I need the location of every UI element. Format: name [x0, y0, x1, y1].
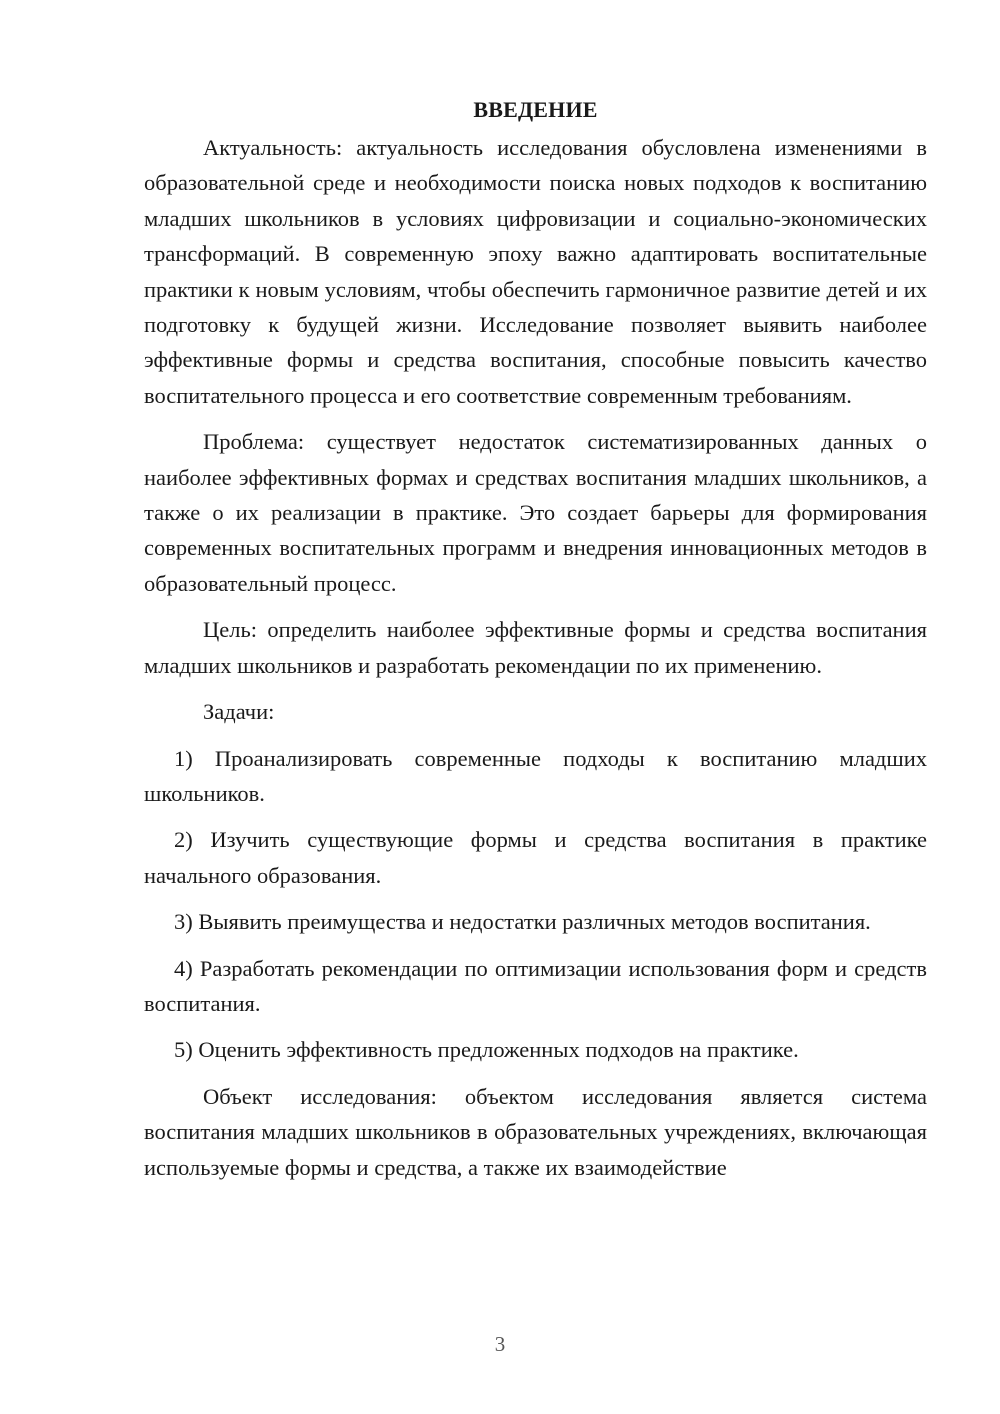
paragraph-problem: Проблема: существует недостаток систематизированных данных о наиболее эффективных формах и средствах воспитания младших школьников, а также о их реализации в практике. Это создает барьеры для формирования современных воспитательных программ и внедрения инновационных методов в образовательный процесс. [144, 429, 927, 596]
task-item: 2) Изучить существующие формы и средства воспитания в практике начального образования. [144, 827, 927, 888]
paragraph-tasks-heading: Задачи: [203, 699, 275, 725]
page-number: 3 [494, 1332, 506, 1356]
paragraph-object: Объект исследования: объектом исследования является система воспитания младших школьников в образовательных учреждениях, включающая используемые формы и средства, а также их взаимодействие [144, 1083, 927, 1180]
paragraph-relevance: Актуальность: актуальность исследования обусловлена изменениями в образовательной среде и необходимости поиска новых подходов к воспитанию младших школьников в условиях цифровизации и социально-экономических трансформаций. В современную эпоху важно адаптировать воспитательные практики к новым условиям, чтобы обеспечить гармоничное развитие детей и их подготовку к будущей жизни. Исследование позволяет выявить наиболее эффективные формы и средства воспитания, способные повысить качество воспитательного процесса и его соответствие современным требованиям. [144, 135, 927, 408]
page-title: ВВЕДЕНИЕ [473, 97, 598, 122]
task-item: 5) Оценить эффективность предложенных подходов на практике. [174, 1037, 799, 1063]
page-content [144, 92, 927, 1185]
task-item: 3) Выявить преимущества и недостатки различных методов воспитания. [174, 909, 871, 935]
task-item: 1) Проанализировать современные подходы к воспитанию младших школьников. [144, 745, 927, 806]
paragraph-goal: Цель: определить наиболее эффективные формы и средства воспитания младших школьников и разработать рекомендации по их применению. [144, 617, 927, 678]
task-item: 4) Разработать рекомендации по оптимизации использования форм и средств воспитания. [144, 955, 927, 1016]
